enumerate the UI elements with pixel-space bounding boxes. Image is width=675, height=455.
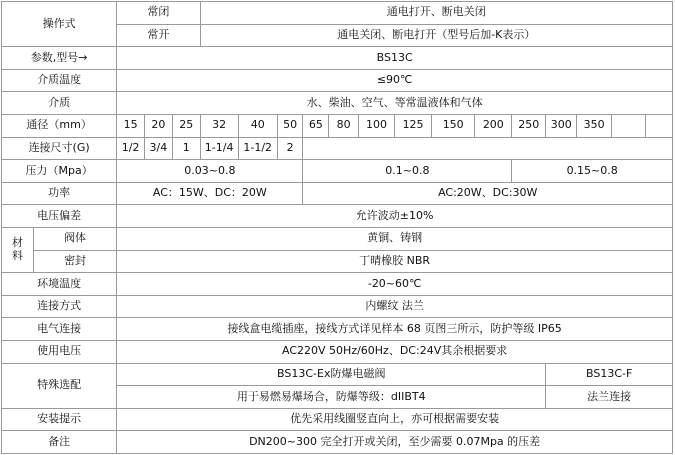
diameter-cell: 65: [303, 114, 329, 137]
connection-method-value: 内螺纹 法兰: [117, 295, 673, 318]
no-label: 常开: [117, 24, 200, 47]
connection-method-label: 连接方式: [2, 295, 117, 318]
pressure-range-2: 0.1~0.8: [303, 160, 512, 183]
pressure-label: 压力（Mpa）: [2, 160, 117, 183]
row-remark: [2, 431, 673, 454]
connection-size-empty: [303, 137, 673, 160]
pressure-range-1: 0.03~0.8: [117, 160, 303, 183]
connection-size-cell: 1: [172, 137, 200, 160]
material-seal-label: 密封: [33, 250, 116, 273]
diameter-cell: 150: [432, 114, 475, 137]
operating-voltage-label: 使用电压: [2, 340, 117, 363]
spec-table: [1, 1, 673, 454]
row-material-body: [2, 227, 673, 250]
medium-label: 介质: [2, 92, 117, 115]
diameter-cell: 350: [577, 114, 612, 137]
row-params: [2, 47, 673, 70]
diameter-cell: 300: [546, 114, 577, 137]
remark-value: DN200~300 完全打开或关闭，至少需要 0.07Mpa 的压差: [117, 431, 673, 454]
connection-size-label: 连接尺寸(G): [2, 137, 117, 160]
diameter-cell: 100: [359, 114, 395, 137]
medium-temp-value: ≤90℃: [117, 69, 673, 92]
operation-label: 操作式: [2, 2, 117, 47]
row-operation-nc: [2, 2, 673, 25]
pressure-range-3: 0.15~0.8: [512, 160, 673, 183]
special-ex-desc: 用于易燃易爆场合，防爆等级：dIIBT4: [117, 386, 546, 409]
diameter-cell: 250: [512, 114, 546, 137]
row-electrical: [2, 318, 673, 341]
material-body-value: 黄铜、铸钢: [117, 227, 673, 250]
special-label: 特殊选配: [2, 363, 117, 408]
material-body-label: 阀体: [33, 227, 116, 250]
electrical-value: 接线盒电缆插座，接线方式详见样本 68 页图三所示，防护等级 IP65: [117, 318, 673, 341]
connection-size-cell: 1-1/4: [200, 137, 238, 160]
remark-label: 备注: [2, 431, 117, 454]
row-ambient-temp: [2, 273, 673, 296]
install-tip-label: 安装提示: [2, 408, 117, 431]
diameter-cell: 125: [395, 114, 432, 137]
power-group-2: AC:20W、DC:30W: [303, 182, 673, 205]
diameter-cell: 40: [238, 114, 277, 137]
params-value: BS13C: [117, 47, 673, 70]
power-group-1: AC：15W、DC：20W: [117, 182, 303, 205]
voltage-deviation-label: 电压偏差: [2, 205, 117, 228]
connection-size-cell: 1/2: [117, 137, 145, 160]
nc-desc: 通电打开、断电关闭: [200, 2, 672, 25]
operating-voltage-value: AC220V 50Hz/60Hz、DC:24V其余根据要求: [117, 340, 673, 363]
install-tip-value: 优先采用线圈竖直向上，亦可根据需要安装: [117, 408, 673, 431]
electrical-label: 电气连接: [2, 318, 117, 341]
row-connection-method: [2, 295, 673, 318]
row-connection-size: [2, 137, 673, 160]
material-seal-value: 丁晴橡胶 NBR: [117, 250, 673, 273]
no-desc: 通电关闭、断电打开（型号后加-K表示）: [200, 24, 672, 47]
row-medium-temp: [2, 69, 673, 92]
diameter-cell-empty: [612, 114, 646, 137]
special-ex-model: BS13C-Ex防爆电磁阀: [117, 363, 546, 386]
diameter-cell: 50: [277, 114, 303, 137]
material-label: [2, 227, 34, 272]
row-material-seal: [2, 250, 673, 273]
special-f-model: BS13C-F: [546, 363, 673, 386]
ambient-temp-value: -20~60℃: [117, 273, 673, 296]
connection-size-cell: 2: [277, 137, 303, 160]
diameter-cell: 200: [475, 114, 512, 137]
diameter-cell: 20: [145, 114, 173, 137]
diameter-cell: 80: [329, 114, 359, 137]
row-diameter: [2, 114, 673, 137]
diameter-cell: 32: [200, 114, 238, 137]
voltage-deviation-value: 允许波动±10%: [117, 205, 673, 228]
row-install-tip: [2, 408, 673, 431]
diameter-cell: 15: [117, 114, 145, 137]
row-operating-voltage: [2, 340, 673, 363]
nc-label: 常闭: [117, 2, 200, 25]
material-label-bottom: 料: [11, 249, 23, 263]
row-power: [2, 182, 673, 205]
medium-temp-label: 介质温度: [2, 69, 117, 92]
ambient-temp-label: 环境温度: [2, 273, 117, 296]
diameter-cell-empty: [646, 114, 673, 137]
row-pressure: [2, 160, 673, 183]
diameter-cell: 25: [172, 114, 200, 137]
diameter-label: 通径（mm）: [2, 114, 117, 137]
power-label: 功率: [2, 182, 117, 205]
row-voltage-deviation: [2, 205, 673, 228]
medium-value: 水、柴油、空气、等常温液体和气体: [117, 92, 673, 115]
connection-size-cell: 1-1/2: [238, 137, 277, 160]
special-f-desc: 法兰连接: [546, 386, 673, 409]
params-label: 参数,型号→: [2, 47, 117, 70]
material-label-top: 材: [11, 236, 23, 250]
row-special-model: [2, 363, 673, 386]
row-medium: [2, 92, 673, 115]
connection-size-cell: 3/4: [145, 137, 173, 160]
